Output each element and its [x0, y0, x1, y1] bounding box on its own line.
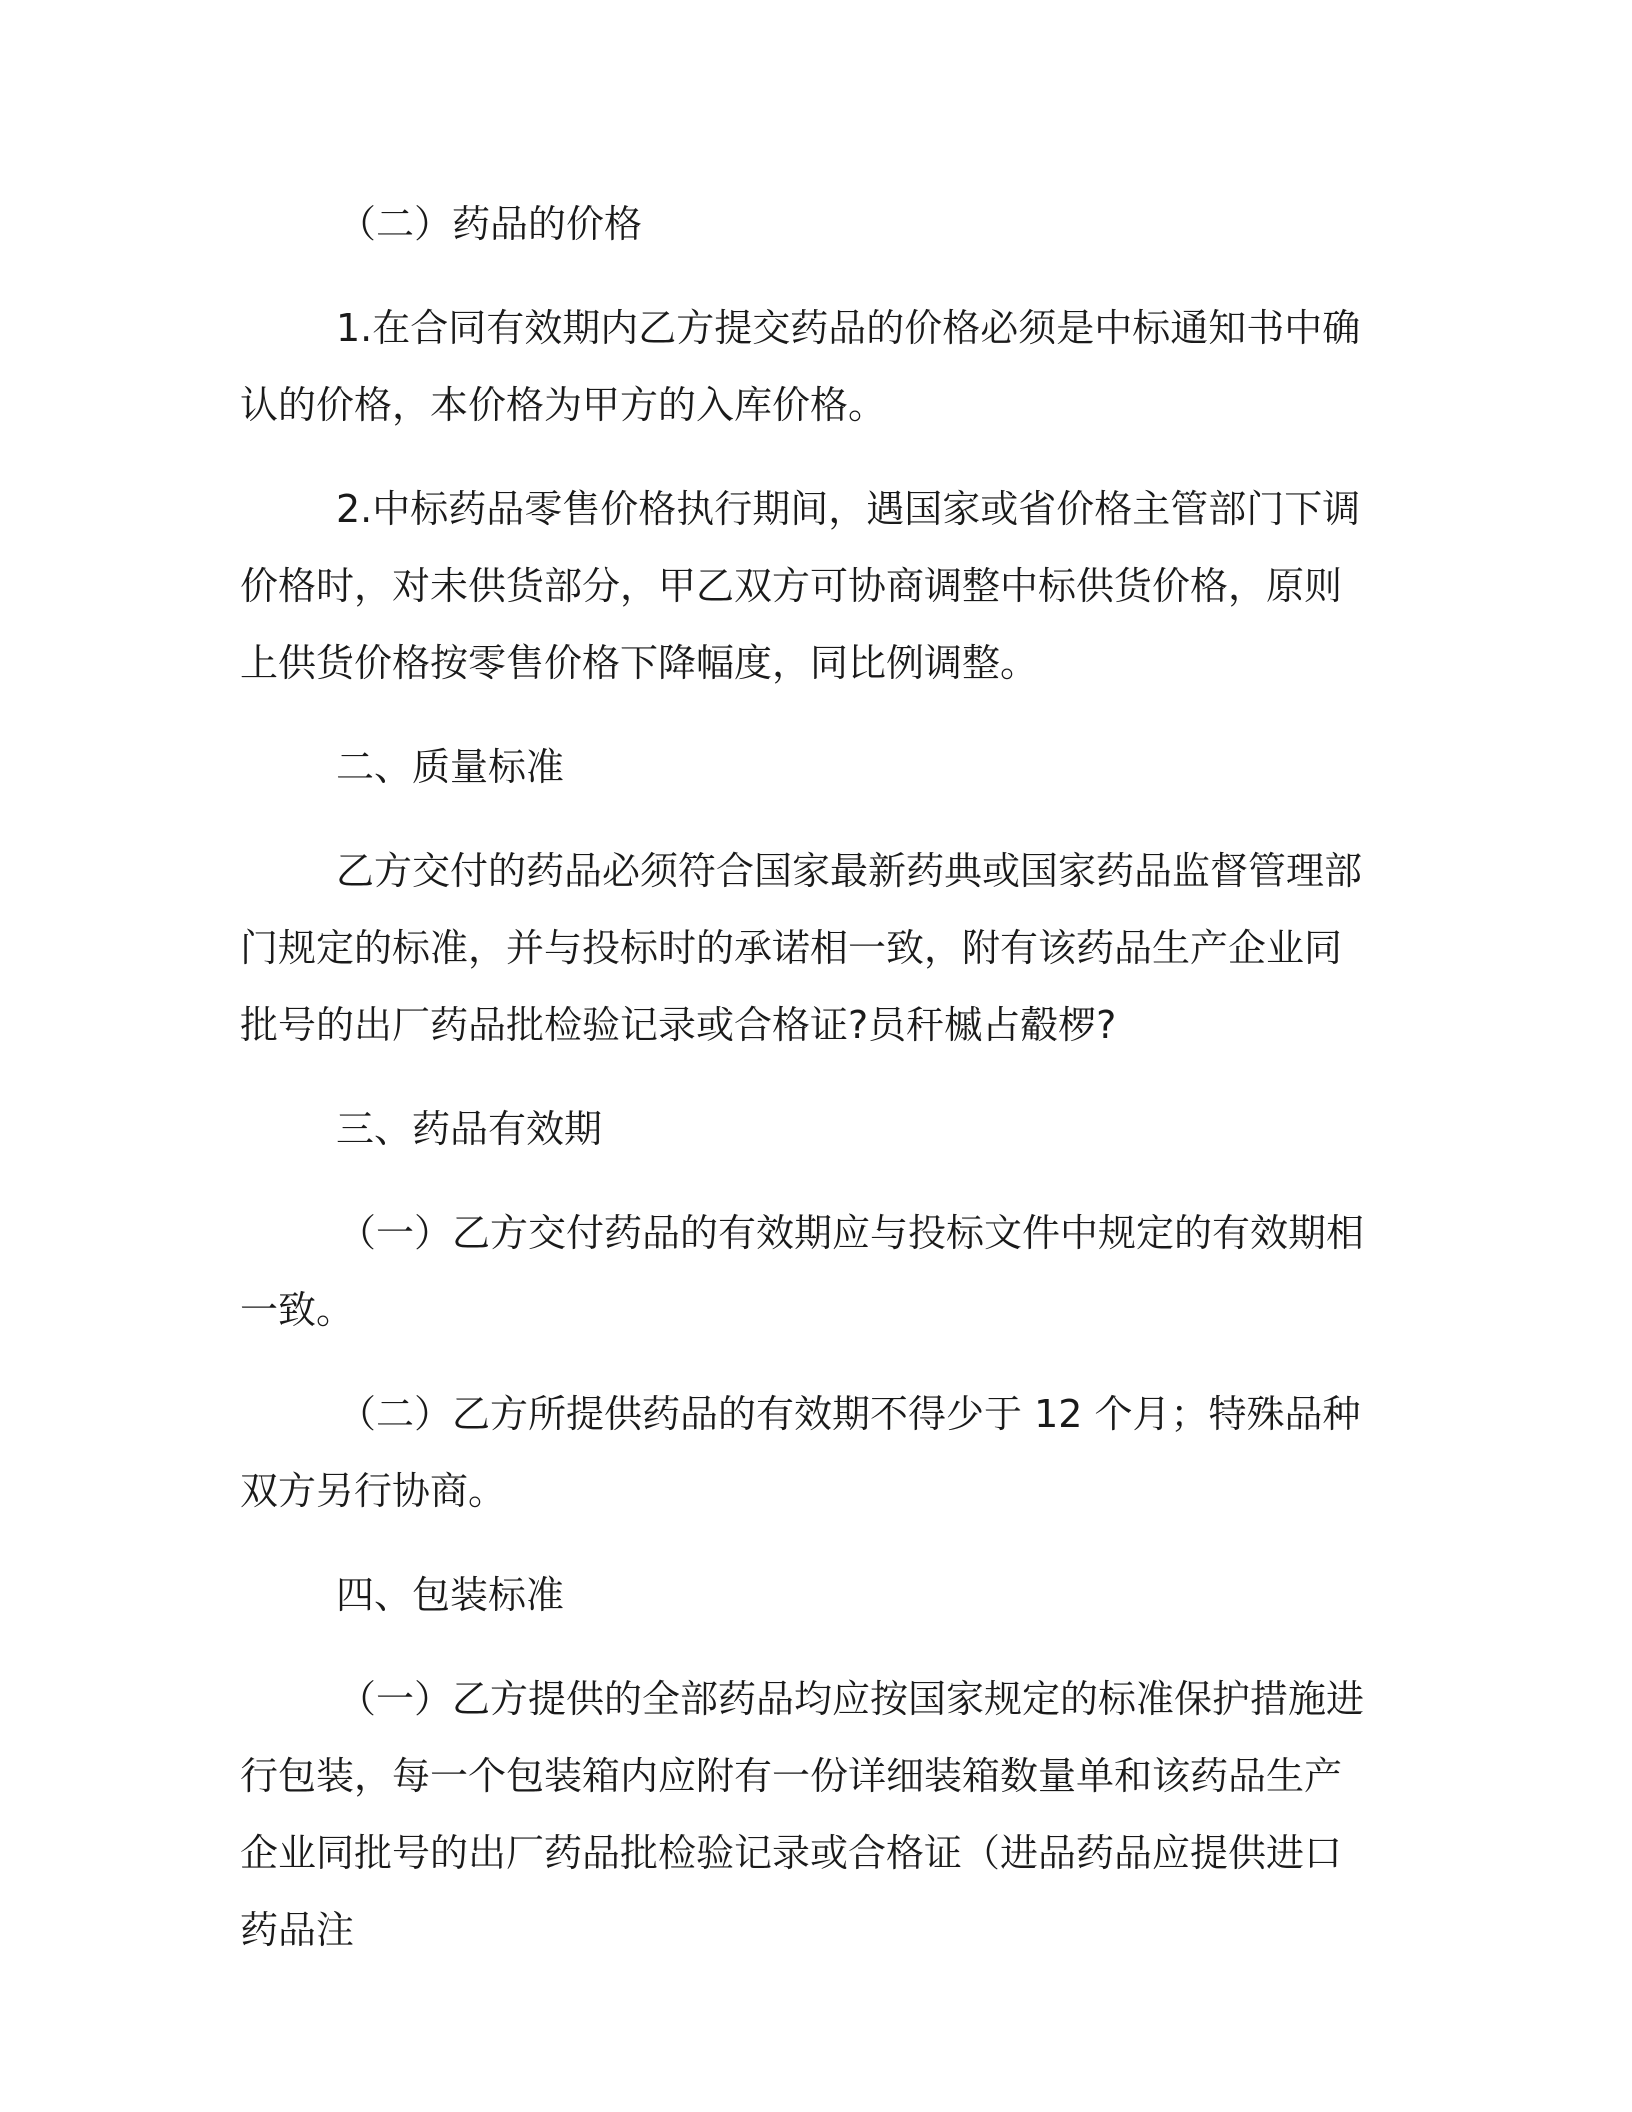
section-heading-quality-standard: 二、质量标准 [336, 745, 565, 789]
validity-clause-1: （一）乙方交付药品的有效期应与投标文件中规定的有效期相一致。 [240, 1211, 1365, 1332]
document-body [240, 186, 1374, 1996]
subheading-drug-price: （二）药品的价格 [338, 202, 643, 246]
validity-clause-2: （二）乙方所提供药品的有效期不得少于 12 个月；特殊品种双方另行协商。 [240, 1392, 1361, 1513]
packaging-clause-1: （一）乙方提供的全部药品均应按国家规定的标准保护措施进行包装，每一个包装箱内应附有一份详细装箱数量单和该药品生产企业同批号的出厂药品批检验记录或合格证（进品药品应提供进口药品注 [240, 1677, 1365, 1952]
quality-standard-text: 乙方交付的药品必须符合国家最新药典或国家药品监督管理部门规定的标准，并与投标时的承诺相一致，附有该药品生产企业同批号的出厂药品批检验记录或合格证?员秆槭占觳椤? [240, 849, 1363, 1047]
section-heading-drug-validity: 三、药品有效期 [336, 1107, 603, 1151]
price-clause-2: 2.中标药品零售价格执行期间，遇国家或省价格主管部门下调价格时，对未供货部分，甲乙双方可协商调整中标供货价格，原则上供货价格按零售价格下降幅度，同比例调整。 [240, 487, 1361, 685]
section-heading-packaging-standard: 四、包装标准 [336, 1573, 565, 1617]
price-clause-1: 1.在合同有效期内乙方提交药品的价格必须是中标通知书中确认的价格，本价格为甲方的入库价格。 [240, 306, 1361, 427]
